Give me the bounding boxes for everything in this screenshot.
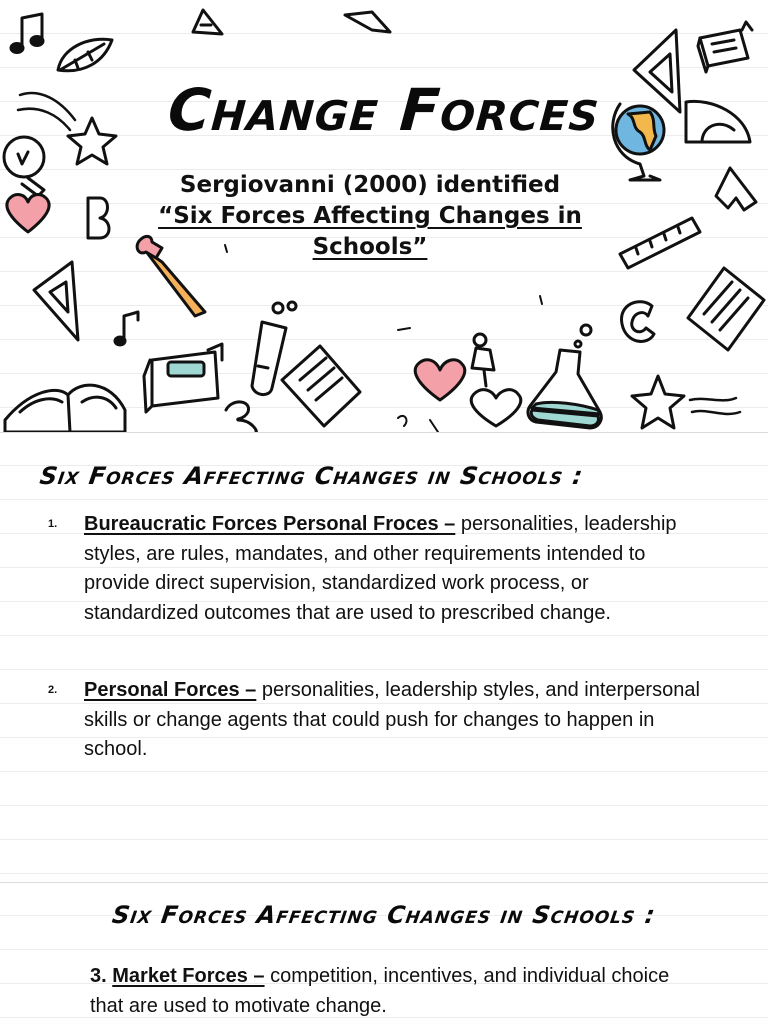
star-icon — [632, 376, 740, 428]
item-term: Bureaucratic Forces Personal Froces – — [84, 513, 456, 535]
music-note-icon — [115, 312, 138, 345]
open-book-icon — [5, 385, 125, 432]
subtitle-citation: Sergiovanni (2000) identified — [179, 172, 561, 198]
letter-a-icon — [193, 10, 222, 34]
triangle-ruler-icon — [34, 262, 78, 340]
book-icon — [698, 22, 752, 72]
lightbulb-icon — [4, 137, 44, 196]
music-note-icon — [11, 14, 43, 53]
forces-list-slide-1 — [0, 432, 768, 882]
letter-b-icon — [88, 198, 109, 238]
subtitle-topic: “Six Forces Affecting Changes in Schools” — [158, 203, 582, 260]
book-icon — [144, 344, 222, 412]
page-title: Change Forces — [165, 76, 603, 144]
heart-icon — [471, 390, 521, 426]
number-3-icon — [226, 402, 256, 432]
item-number: 3. — [90, 965, 107, 987]
heart-icon — [7, 195, 49, 232]
ruler-icon — [620, 218, 700, 268]
item-number: 1. — [48, 518, 58, 530]
title-slide — [0, 0, 768, 432]
slide-divider — [0, 432, 768, 433]
list-item — [90, 962, 690, 1021]
section-heading: Six Forces Affecting Changes in Schools : — [38, 462, 586, 490]
section-heading: Six Forces Affecting Changes in Schools : — [110, 901, 658, 929]
pushpin-icon — [472, 334, 494, 386]
item-description: competition, incentives, and individual choice that are used to motivate change. — [90, 965, 670, 1017]
document-icon — [282, 346, 360, 426]
heart-icon — [415, 360, 465, 400]
slide-divider — [0, 882, 768, 883]
list-item — [48, 510, 704, 628]
flask-icon — [528, 325, 601, 428]
document-icon — [688, 268, 764, 350]
forces-list-slide-2 — [0, 882, 768, 1024]
letter-c-icon — [622, 302, 654, 342]
leaf-icon — [58, 39, 112, 71]
item-term: Personal Forces – — [84, 679, 257, 701]
item-term: Market Forces – — [112, 965, 265, 987]
item-description: personalities, leadership styles, and interpersonal skills or change agents that could push for changes to happen in school. — [84, 679, 700, 760]
ruler-icon — [345, 12, 390, 32]
item-description: personalities, leadership styles, are rules, mandates, and other requirements intended to provide direct supervision, standardized work process, or standardized outcomes that are used to prescribed change. — [84, 513, 677, 624]
item-number: 2. — [48, 684, 58, 696]
letter-a-icon — [716, 168, 756, 210]
list-item — [48, 676, 704, 765]
